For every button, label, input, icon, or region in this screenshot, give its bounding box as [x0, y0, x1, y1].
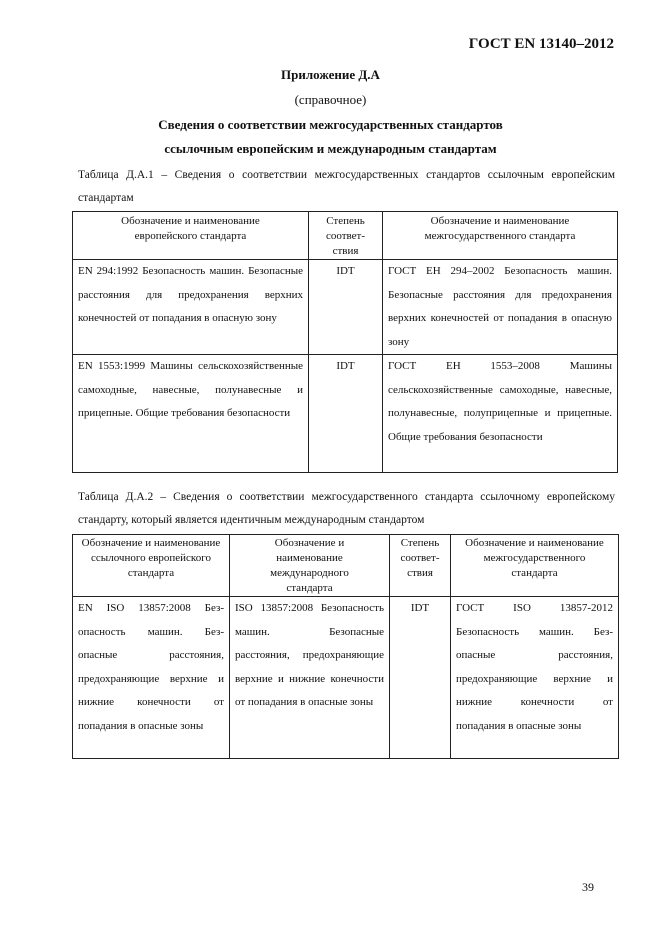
annex-heading-line-1: Сведения о соответствии межгосударственных стандартов [158, 117, 503, 132]
page-number: 39 [582, 880, 594, 894]
table1-header-european: Обозначение и наименование европейского стандарта [73, 212, 309, 260]
table1-header-row [73, 212, 618, 260]
table1-row1-degree: IDT [309, 260, 383, 355]
table1-row1-european: EN 294:1992 Безопасность машин. Безопасные расстояния для предохранения верхних конечностей от попадания в опасную зону [73, 260, 309, 355]
document-code: ГОСТ EN 13140–2012 [468, 36, 614, 52]
table2-row1-international: ISO 13857:2008 Безопасность машин. Безопасные расстояния, предохраняющие верхние и нижние конечности от попадания в опасные зоны [230, 597, 390, 759]
table1-header-interstate: Обозначение и наименование межгосударственного стандарта [383, 212, 618, 260]
table2-header-row [73, 535, 619, 597]
table2 [72, 534, 619, 759]
table-row [73, 355, 618, 473]
table2-header-degree: Степень соответ-ствия [390, 535, 451, 597]
table1-row2-european: EN 1553:1999 Машины сельскохозяйственные самоходные, навесные, полунавесные и прицепные. Общие требования безопасности [73, 355, 309, 473]
table1 [72, 211, 618, 473]
table-row [73, 597, 619, 759]
table-row [73, 260, 618, 355]
table1-row2-interstate: ГОСТ ЕН 1553–2008 Машины сельскохозяйственные самоходные, навесные, полунавесные, полуприцепные и прицепные. Общие требования безопасности [383, 355, 618, 473]
annex-heading-line-2: ссылочным европейским и международным стандартам [164, 141, 497, 156]
table2-row1-european: EN ISO 13857:2008 Без-опасность машин. Без-опасные расстояния, предохраняющие верхние и нижние конечности от попадания в опасные зоны [73, 597, 230, 759]
table2-caption: Таблица Д.А.2 – Сведения о соответствии межгосударственного стандарта ссылочному европейскому стандарту, который является идентичным международным стандартом [78, 491, 615, 526]
table2-row1-degree: IDT [390, 597, 451, 759]
table1-row2-degree: IDT [309, 355, 383, 473]
annex-subtitle: (справочное) [294, 92, 367, 107]
table1-caption: Таблица Д.А.1 – Сведения о соответствии межгосударственных стандартов ссылочным европейским стандартам [78, 169, 615, 204]
table2-header-european: Обозначение и наименование ссылочного европейского стандарта [73, 535, 230, 597]
table2-header-interstate: Обозначение и наименование межгосударственного стандарта [451, 535, 619, 597]
table2-header-international: Обозначение и наименование международного стандарта [230, 535, 390, 597]
table1-header-degree: Степень соответ-ствия [309, 212, 383, 260]
table2-row1-interstate: ГОСТ ISO 13857-2012 Безопасность машин. Без-опасные расстояния, предохраняющие верхние и нижние конечности от попадания в опасные зоны [451, 597, 619, 759]
annex-title: Приложение Д.А [281, 67, 380, 82]
table1-row1-interstate: ГОСТ ЕН 294–2002 Безопасность машин. Безопасные расстояния для предохранения верхних конечностей от попадания в опасную зону [383, 260, 618, 355]
